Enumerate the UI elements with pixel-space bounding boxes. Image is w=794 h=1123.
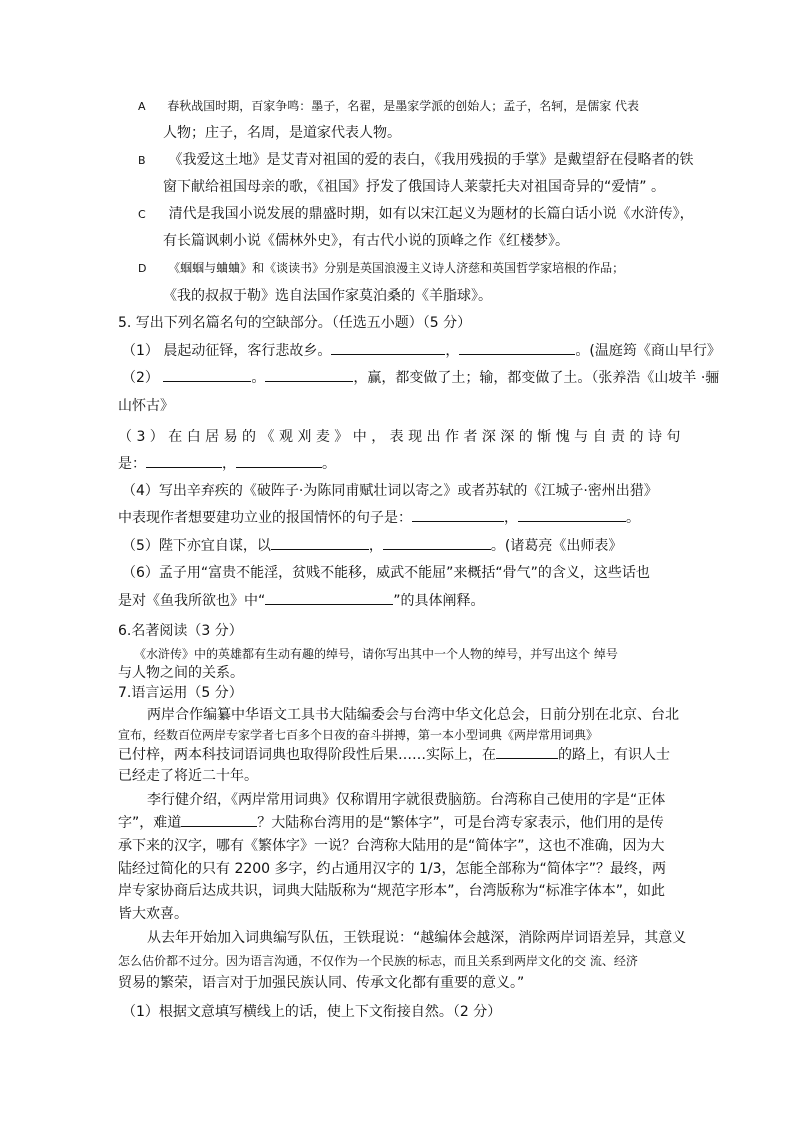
q5-item2 bbox=[122, 369, 719, 387]
q5-item6-lead: 是对《鱼我所欲也》中“ bbox=[118, 593, 266, 609]
answer-blank[interactable] bbox=[265, 369, 353, 382]
option-c-label: C bbox=[138, 208, 146, 221]
option-d-line1: 《蝈蝈与蛐蛐》和《谈读书》分别是英国浪漫主义诗人济慈和英国哲学家培根的作品； bbox=[168, 261, 625, 275]
q7-p1-l3 bbox=[118, 746, 670, 764]
option-a-line2: 人物；庄子，名周，是道家代表人物。 bbox=[163, 125, 401, 141]
q5-item5-source: 。(诸葛亮《出师表》 bbox=[490, 538, 623, 554]
q7-p2-l2 bbox=[118, 814, 664, 832]
answer-blank[interactable] bbox=[496, 746, 558, 759]
option-d-label: D bbox=[138, 262, 147, 275]
q5-item1-num: （1） bbox=[122, 343, 159, 359]
q5-item1-text: 晨起动征铎，客行悲故乡。 bbox=[163, 343, 332, 359]
option-b-line1: 《我爱这土地》是艾青对祖国的爱的表白，《我用残损的手掌》是戴望舒在侵略者的铁 bbox=[168, 152, 694, 168]
separator: ， bbox=[368, 538, 383, 554]
q7-p3-l3: 贸易的繁荣，语言对于加强民族认同、传承文化都有重要的意义。” bbox=[118, 975, 525, 991]
answer-blank[interactable] bbox=[236, 455, 322, 468]
q5-item3: （ 3 ） 在 白 居 易 的 《 观 刈 麦 》 中 ， 表 现 出 作 者 深 深 的 惭 愧 与 自 责 的 诗 句 bbox=[118, 429, 681, 445]
q7-p2-l4: 陆经过简化的只有 2200 多字，约占通用汉字的 1/3，怎能全部称为“简体字”？最终，两 bbox=[118, 861, 667, 877]
q7-p3-l1: 从去年开始加入词典编写队伍，王铁琨说：“越编体会越深，消除两岸词语差异，其意义 bbox=[147, 930, 687, 946]
q5-item5-lead: （5）陛下亦宜自谋，以 bbox=[122, 538, 271, 554]
q5-item6-end: ”的具体阐释。 bbox=[393, 593, 485, 609]
q5-item1 bbox=[122, 342, 721, 360]
q7-p2-l2-rest: ？大陆称台湾用的是“繁体字”，可是台湾专家表示，他们用的是传 bbox=[257, 815, 664, 831]
period: 。 bbox=[626, 510, 640, 526]
period: 。 bbox=[322, 456, 336, 472]
q7-p2-l1: 李行健介绍，《两岸常用词典》仅称谓用字就很费脑筋。台湾称自己使用的字是“正体 bbox=[147, 792, 666, 808]
option-c bbox=[138, 205, 694, 224]
answer-blank[interactable] bbox=[459, 342, 575, 355]
q5-item1-source: 。(温庭筠《商山早行》 bbox=[575, 343, 721, 359]
option-c-line2: 有长篇讽刺小说《儒林外史》，有古代小说的顶峰之作《红楼梦》。 bbox=[163, 233, 569, 249]
q7-header: 7.语言运用（5 分） bbox=[118, 685, 243, 701]
q7-p2-l3: 承下来的汉字，哪有《繁体字》一说？台湾称大陆用的是“简体字”，这也不准确，因为大 bbox=[118, 838, 665, 854]
q5-item4-answer bbox=[118, 509, 640, 527]
q7-p1-l3-rest: 的路上，有识人士 bbox=[558, 747, 670, 763]
option-d-line2: 《我的叔叔于勒》选自法国作家莫泊桑的《羊脂球》。 bbox=[163, 288, 492, 304]
q5-header: 5. 写出下列名篇名句的空缺部分。（任选五小题）（5 分） bbox=[118, 315, 472, 331]
q7-p1-l4: 已经走了将近二十年。 bbox=[118, 768, 258, 784]
q5-item2-num: （2） bbox=[122, 370, 159, 386]
option-b bbox=[138, 151, 693, 170]
separator: 。 bbox=[251, 370, 266, 386]
option-a-line1: 春秋战国时期，百家争鸣：墨子，名翟，是墨家学派的创始人；孟子，名轲，是儒家 代表 bbox=[167, 99, 640, 113]
answer-blank[interactable] bbox=[412, 509, 504, 522]
option-c-line1: 清代是我国小说发展的鼎盛时期，如有以宋江起义为题材的长篇白话小说《水浒传》， bbox=[168, 206, 694, 222]
q5-item4: （4）写出辛弃疾的《破阵子·为陈同甫赋壮词以寄之》或者苏轼的《江城子·密州出猎》 bbox=[122, 483, 658, 499]
q7-p1-l1: 两岸合作编纂中华语文工具书大陆编委会与台湾中华文化总会，日前分别在北京、台北 bbox=[147, 707, 679, 723]
q5-item3-answer bbox=[118, 455, 336, 473]
separator: ， bbox=[504, 510, 518, 526]
option-b-line2: 窗下献给祖国母亲的歌，《祖国》抒发了俄国诗人莱蒙托夫对祖国奇异的“爱情” 。 bbox=[163, 179, 665, 195]
answer-blank[interactable] bbox=[331, 342, 445, 355]
q7-p2-l2-text: 字”，难道 bbox=[118, 815, 182, 831]
q6-header: 6.名著阅读（3 分） bbox=[118, 623, 243, 639]
separator: ， bbox=[222, 456, 236, 472]
q5-item6: （6）孟子用“富贵不能淫，贫贱不能移，威武不能屈”来概括“骨气”的含义，这些话也 bbox=[122, 565, 650, 581]
q5-item5 bbox=[122, 537, 622, 555]
answer-blank[interactable] bbox=[518, 509, 626, 522]
answer-blank[interactable] bbox=[383, 537, 491, 550]
answer-blank[interactable] bbox=[181, 814, 257, 827]
q6-line2: 与人物之间的关系。 bbox=[118, 665, 244, 681]
q5-item6-answer bbox=[118, 592, 485, 610]
separator: ， bbox=[445, 343, 460, 359]
q7-p1-l3-text: 已付梓，两本科技词语词典也取得阶段性后果……实际上，在 bbox=[118, 747, 496, 763]
q6-line1: 《水浒传》中的英雄都有生动有趣的绰号，请你写出其中一个人物的绰号，并写出这个 绰号 bbox=[134, 647, 618, 661]
q7-p2-l5: 岸专家协商后达成共识，词典大陆版称为“规范字形本”，台湾版称为“标准字体本”，如此 bbox=[118, 883, 666, 899]
option-d bbox=[138, 259, 624, 278]
q7-p1-l2: 宣布，经数百位两岸专家学者七百多个日夜的奋斗拼搏，第一本小型词典《两岸常用词典》 bbox=[118, 728, 599, 742]
option-a bbox=[138, 97, 639, 116]
answer-blank[interactable] bbox=[146, 455, 222, 468]
q5-item2-cont: 山怀古》 bbox=[118, 398, 174, 414]
option-a-label: A bbox=[138, 100, 146, 113]
option-b-label: B bbox=[138, 154, 146, 167]
answer-blank[interactable] bbox=[271, 537, 369, 550]
q7-p3-l2: 怎么估价都不过分。因为语言沟通，不仅作为一个民族的标志，而且关系到两岸文化的交 流、经济 bbox=[118, 954, 638, 968]
answer-blank[interactable] bbox=[163, 369, 251, 382]
q5-item4-lead: 中表现作者想要建功立业的报国情怀的句子是： bbox=[118, 510, 412, 526]
q7-p2-l6: 皆大欢喜。 bbox=[118, 906, 188, 922]
q7-sub1: （1）根据文意填写横线上的话，使上下文衔接自然。（2 分） bbox=[122, 1004, 502, 1020]
q5-item3-lead: 是： bbox=[118, 456, 146, 472]
q5-item2-text: ，赢，都变做了土；输，都变做了土。（张养浩《山坡羊 ·骊 bbox=[353, 370, 720, 386]
answer-blank[interactable] bbox=[265, 592, 393, 605]
